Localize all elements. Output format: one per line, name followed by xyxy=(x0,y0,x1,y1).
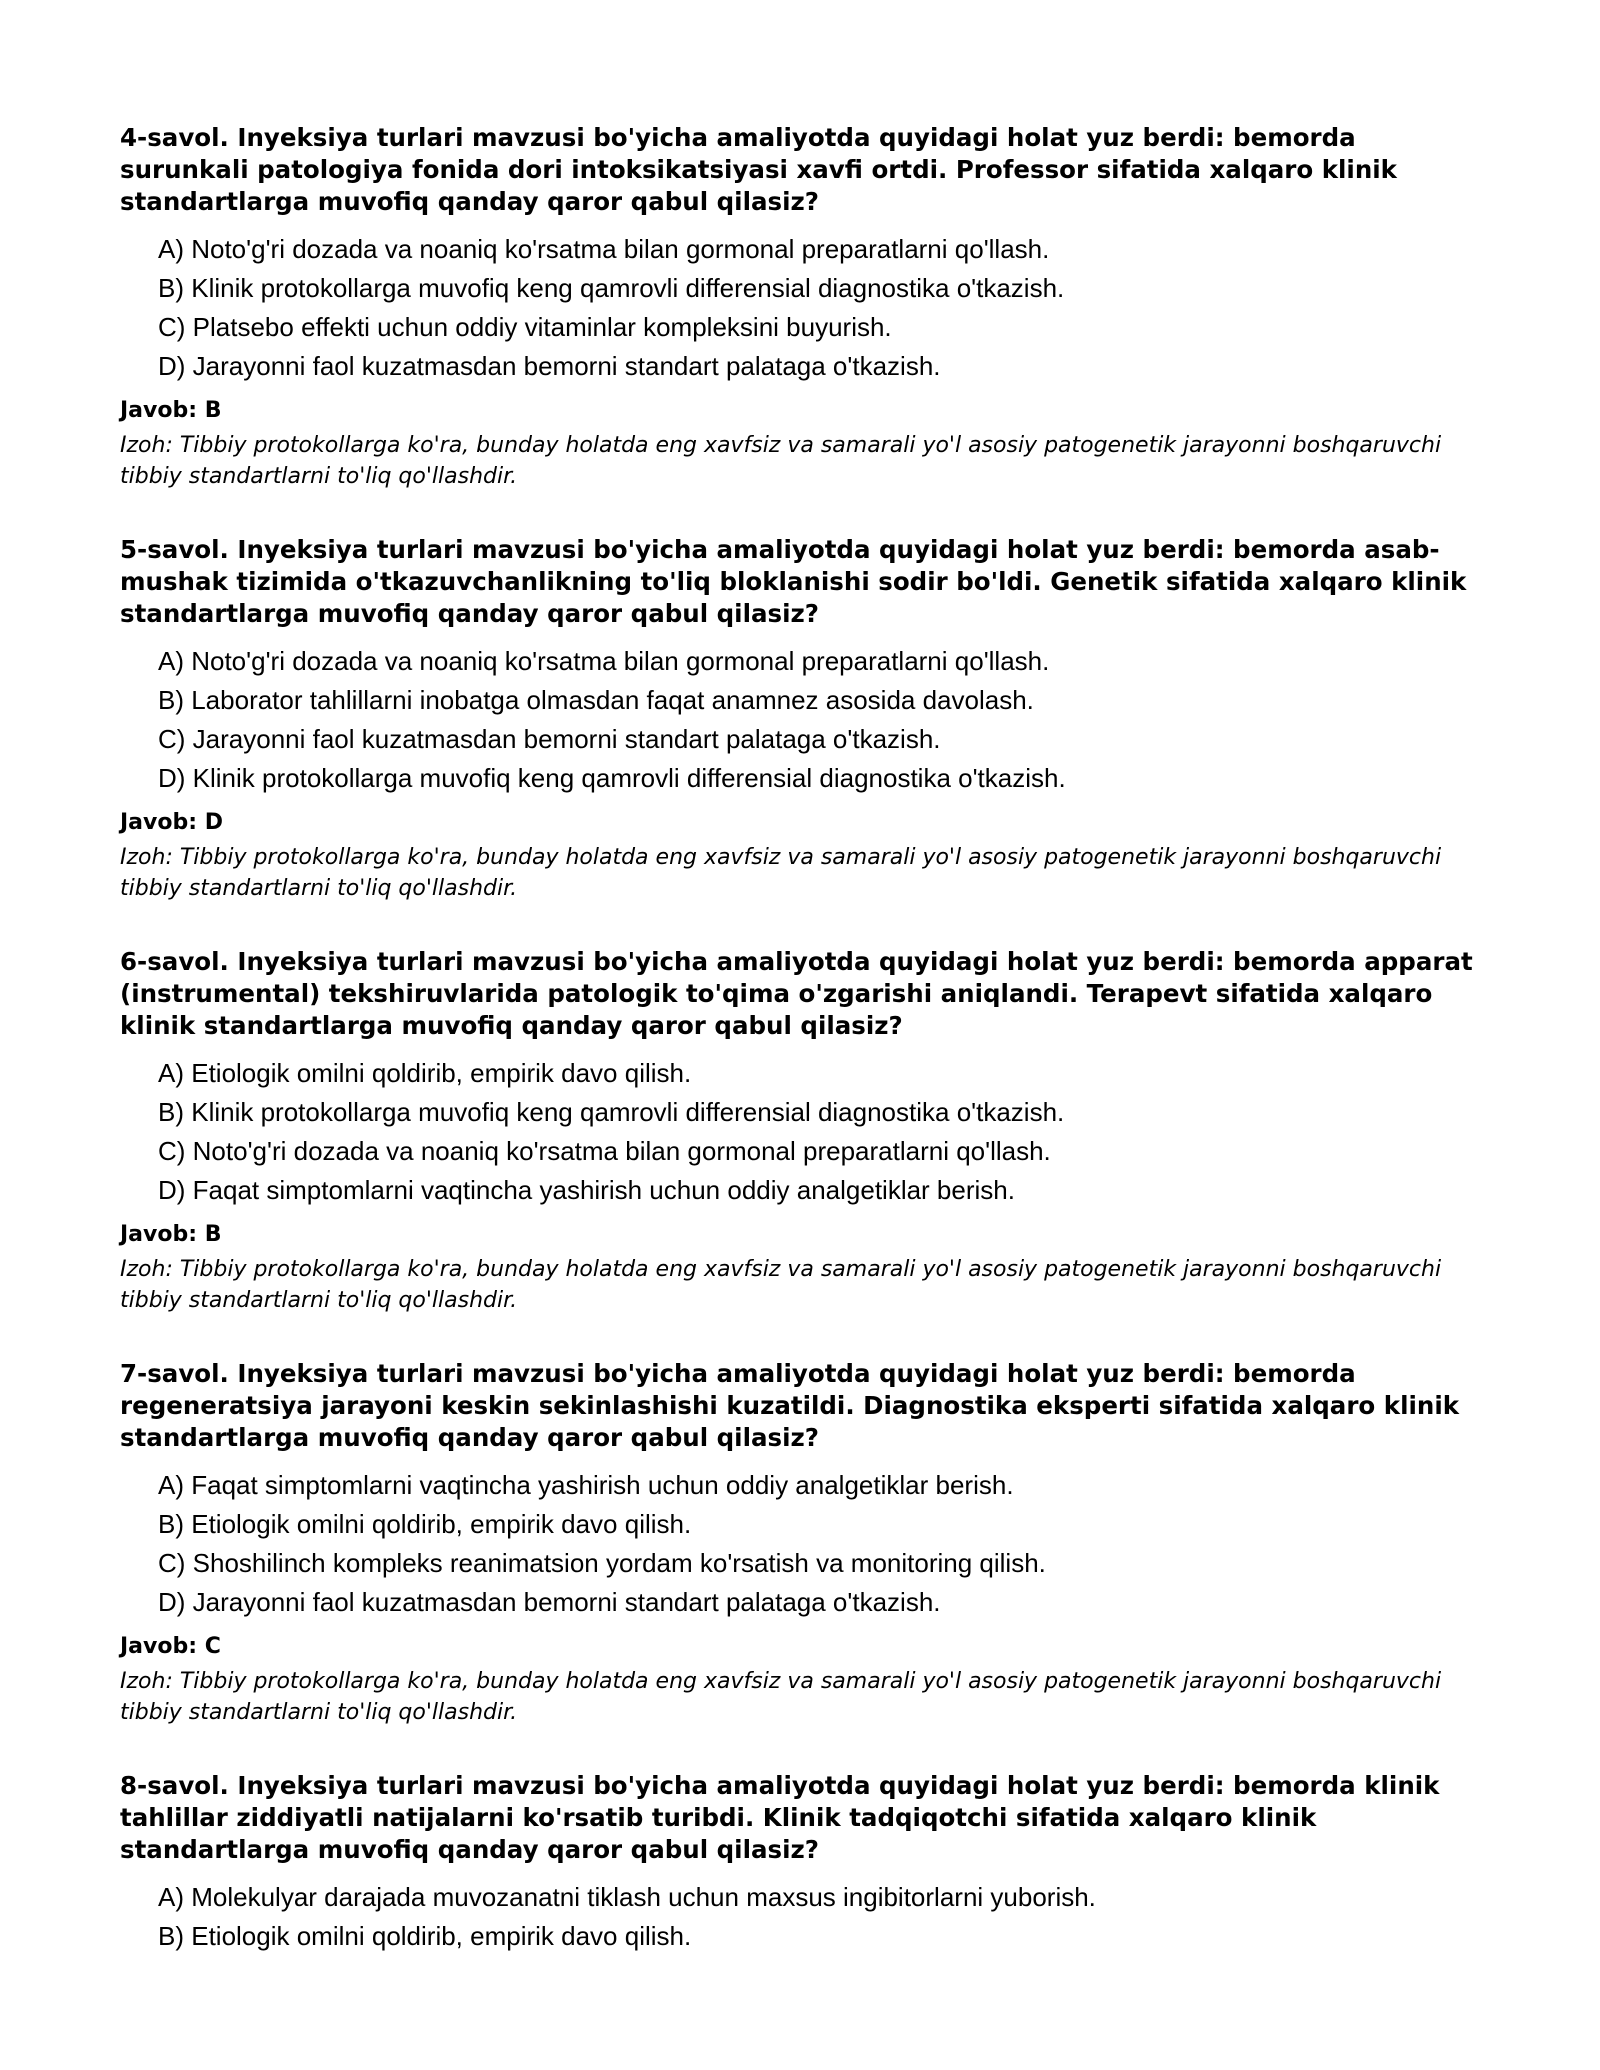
option-a: A) Noto'g'ri dozada va noaniq ko'rsatma bilan gormonal preparatlarni qo'llash. xyxy=(158,646,1050,676)
option-b: B) Etiologik omilni qoldirib, empirik davo qilish. xyxy=(158,1921,692,1951)
option-b: B) Klinik protokollarga muvofiq keng qamrovli differensial diagnostika o'tkazish. xyxy=(158,1097,1065,1127)
explanation-note: Izoh: Tibbiy protokollarga ko'ra, bunday holatda eng xavfsiz va samarali yo'l asosiy patogenetik jarayonni boshqaruvchi tibbiy standartlarni to'liq qo'llashdir. xyxy=(120,845,1442,901)
explanation-note: Izoh: Tibbiy protokollarga ko'ra, bunday holatda eng xavfsiz va samarali yo'l asosiy patogenetik jarayonni boshqaruvchi tibbiy standartlarni to'liq qo'llashdir. xyxy=(120,433,1442,489)
option-c: C) Jarayonni faol kuzatmasdan bemorni standart palataga o'tkazish. xyxy=(158,724,941,754)
explanation-note: Izoh: Tibbiy protokollarga ko'ra, bunday holatda eng xavfsiz va samarali yo'l asosiy patogenetik jarayonni boshqaruvchi tibbiy standartlarni to'liq qo'llashdir. xyxy=(120,1669,1442,1725)
option-b: B) Klinik protokollarga muvofiq keng qamrovli differensial diagnostika o'tkazish. xyxy=(158,273,1065,303)
answer-label: Javob: B xyxy=(120,1222,222,1247)
option-b: B) Etiologik omilni qoldirib, empirik davo qilish. xyxy=(158,1509,692,1539)
question-block xyxy=(120,1770,1490,1956)
explanation-note: Izoh: Tibbiy protokollarga ko'ra, bunday holatda eng xavfsiz va samarali yo'l asosiy patogenetik jarayonni boshqaruvchi tibbiy standartlarni to'liq qo'llashdir. xyxy=(120,1257,1442,1313)
options-list xyxy=(120,230,1490,386)
option-b: B) Laborator tahlillarni inobatga olmasdan faqat anamnez asosida davolash. xyxy=(158,685,1034,715)
options-list xyxy=(120,1466,1490,1622)
option-a: A) Noto'g'ri dozada va noaniq ko'rsatma bilan gormonal preparatlarni qo'llash. xyxy=(158,234,1050,264)
question-block xyxy=(120,122,1490,492)
question-block xyxy=(120,534,1490,904)
question-text: 8-savol. Inyeksiya turlari mavzusi bo'yicha amaliyotda quyidagi holat yuz berdi: bemorda klinik tahlillar ziddiyatli natijalarni ko'rsatib turibdi. Klinik tadqiqotchi sifatida xalqaro klinik standartlarga muvofiq qanday qaror qabul qilasiz? xyxy=(120,1771,1440,1864)
option-d: D) Jarayonni faol kuzatmasdan bemorni standart palataga o'tkazish. xyxy=(158,1587,941,1617)
options-list xyxy=(120,642,1490,798)
option-a: A) Faqat simptomlarni vaqtincha yashirish uchun oddiy analgetiklar berish. xyxy=(158,1470,1014,1500)
question-block xyxy=(120,946,1490,1316)
option-c: C) Platsebo effekti uchun oddiy vitaminlar kompleksini buyurish. xyxy=(158,312,892,342)
option-c: C) Shoshilinch kompleks reanimatsion yordam ko'rsatish va monitoring qilish. xyxy=(158,1548,1046,1578)
options-list xyxy=(120,1054,1490,1210)
answer-label: Javob: D xyxy=(120,810,223,835)
option-c: C) Noto'g'ri dozada va noaniq ko'rsatma bilan gormonal preparatlarni qo'llash. xyxy=(158,1136,1051,1166)
answer-label: Javob: B xyxy=(120,398,222,423)
option-d: D) Klinik protokollarga muvofiq keng qamrovli differensial diagnostika o'tkazish. xyxy=(158,763,1066,793)
options-list xyxy=(120,1878,1490,1956)
document-page xyxy=(120,122,1490,1998)
answer-label: Javob: C xyxy=(120,1634,221,1659)
question-text: 5-savol. Inyeksiya turlari mavzusi bo'yicha amaliyotda quyidagi holat yuz berdi: bemorda asab-mushak tizimida o'tkazuvchanlikning to'liq bloklanishi sodir bo'ldi. Genetik sifatida xalqaro klinik standartlarga muvofiq qanday qaror qabul qilasiz? xyxy=(120,535,1467,628)
question-text: 6-savol. Inyeksiya turlari mavzusi bo'yicha amaliyotda quyidagi holat yuz berdi: bemorda apparat (instrumental) tekshiruvlarida patologik to'qima o'zgarishi aniqlandi. Terapevt sifatida xalqaro klinik standartlarga muvofiq qanday qaror qabul qilasiz? xyxy=(120,947,1473,1040)
option-d: D) Faqat simptomlarni vaqtincha yashirish uchun oddiy analgetiklar berish. xyxy=(158,1175,1015,1205)
question-block xyxy=(120,1358,1490,1728)
option-d: D) Jarayonni faol kuzatmasdan bemorni standart palataga o'tkazish. xyxy=(158,351,941,381)
question-text: 7-savol. Inyeksiya turlari mavzusi bo'yicha amaliyotda quyidagi holat yuz berdi: bemorda regeneratsiya jarayoni keskin sekinlashishi kuzatildi. Diagnostika eksperti sifatida xalqaro klinik standartlarga muvofiq qanday qaror qabul qilasiz? xyxy=(120,1359,1460,1452)
option-a: A) Molekulyar darajada muvozanatni tiklash uchun maxsus ingibitorlarni yuborish. xyxy=(158,1882,1096,1912)
question-text: 4-savol. Inyeksiya turlari mavzusi bo'yicha amaliyotda quyidagi holat yuz berdi: bemorda surunkali patologiya fonida dori intoksikatsiyasi xavfi ortdi. Professor sifatida xalqaro klinik standartlarga muvofiq qanday qaror qabul qilasiz? xyxy=(120,123,1397,216)
option-a: A) Etiologik omilni qoldirib, empirik davo qilish. xyxy=(158,1058,692,1088)
